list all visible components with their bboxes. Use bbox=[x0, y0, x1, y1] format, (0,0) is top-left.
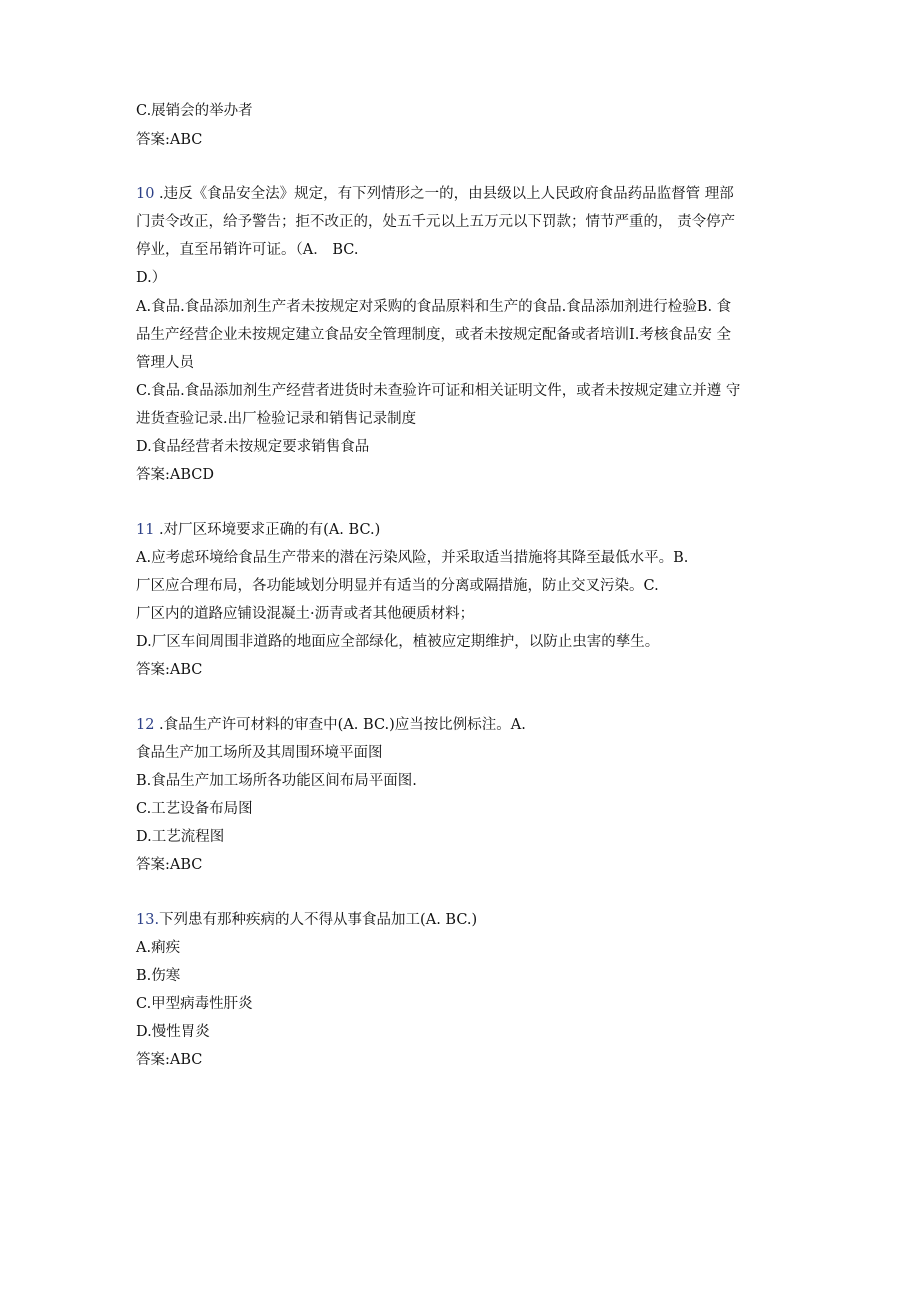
question-text: .违反《食品安全法》规定，有下列情形之一的，由县级以上人民政府食品药品监督管 理部 bbox=[154, 186, 734, 202]
option-line: A.痢疾 bbox=[136, 940, 181, 956]
option-line: C.甲型病毒性肝炎 bbox=[136, 996, 253, 1012]
option-line: B.伤寒 bbox=[136, 968, 181, 984]
option-line: D.慢性胃炎 bbox=[136, 1024, 210, 1040]
option-line: A.应考虑环境给食品生产带来的潜在污染风险，并采取适当措施将其降至最低水平。B. bbox=[136, 550, 689, 566]
answer-line: 答案:ABC bbox=[136, 857, 203, 873]
option-line: C.展销会的举办者 bbox=[136, 103, 253, 119]
question-text: 下列患有那种疾病的人不得从事食品加工(A. BC.) bbox=[159, 912, 478, 928]
question-number: 11 bbox=[136, 522, 155, 538]
question-10-stem-line: 停业，直至吊销许可证。（A． BC. bbox=[136, 242, 359, 258]
question-12-stem-line bbox=[136, 715, 526, 735]
option-line: 管理人员 bbox=[136, 355, 194, 371]
question-10-stem-line: D.） bbox=[136, 270, 167, 286]
question-13-stem-line bbox=[136, 910, 477, 930]
option-line: D.厂区车间周围非道路的地面应全部绿化，植被应定期维护，以防止虫害的孳生。 bbox=[136, 634, 660, 650]
question-text: .食品生产许可材料的审查中(A. BC.)应当按比例标注。A. bbox=[154, 717, 526, 733]
question-10-stem-line: 门责令改正，给予警告；拒不改正的，处五千元以上五万元以下罚款；情节严重的， 责令停产 bbox=[136, 214, 736, 230]
option-line: 厂区应合理布局，各功能域划分明显并有适当的分离或隔措施，防止交叉污染。C. bbox=[136, 578, 659, 594]
option-line: 品生产经营企业未按规定建立食品安全管理制度，或者未按规定配备或者培训I.考核食品安 全 bbox=[136, 327, 731, 343]
option-line: C.食品.食品添加剂生产经营者进货时未查验许可证和相关证明文件，或者未按规定建立并遵 守 bbox=[136, 383, 741, 399]
option-line: D.工艺流程图 bbox=[136, 829, 225, 845]
question-number: 10 bbox=[136, 186, 155, 202]
option-line: D.食品经营者未按规定要求销售食品 bbox=[136, 439, 370, 455]
answer-line: 答案:ABC bbox=[136, 1052, 203, 1068]
answer-line: 答案:ABC bbox=[136, 662, 203, 678]
option-line: 食品生产加工场所及其周围环境平面图 bbox=[136, 745, 383, 761]
option-line: A.食品.食品添加剂生产者未按规定对采购的食品原料和生产的食品.食品添加剂进行检验B. 食 bbox=[136, 299, 732, 315]
answer-line: 答案:ABCD bbox=[136, 467, 215, 483]
option-line: C.工艺设备布局图 bbox=[136, 801, 253, 817]
question-number: 12 bbox=[136, 717, 155, 733]
option-line: B.食品生产加工场所各功能区间布局平面图. bbox=[136, 773, 417, 789]
question-number: 13. bbox=[136, 912, 160, 928]
answer-line: 答案:ABC bbox=[136, 132, 203, 148]
question-10-stem-line bbox=[136, 184, 734, 204]
question-11-stem-line bbox=[136, 520, 380, 540]
option-line: 厂区内的道路应铺设混凝土·沥青或者其他硬质材料； bbox=[136, 606, 475, 622]
question-text: .对厂区环境要求正确的有(A. BC.) bbox=[154, 522, 381, 538]
option-line: 进货查验记录.出厂检验记录和销售记录制度 bbox=[136, 411, 417, 427]
